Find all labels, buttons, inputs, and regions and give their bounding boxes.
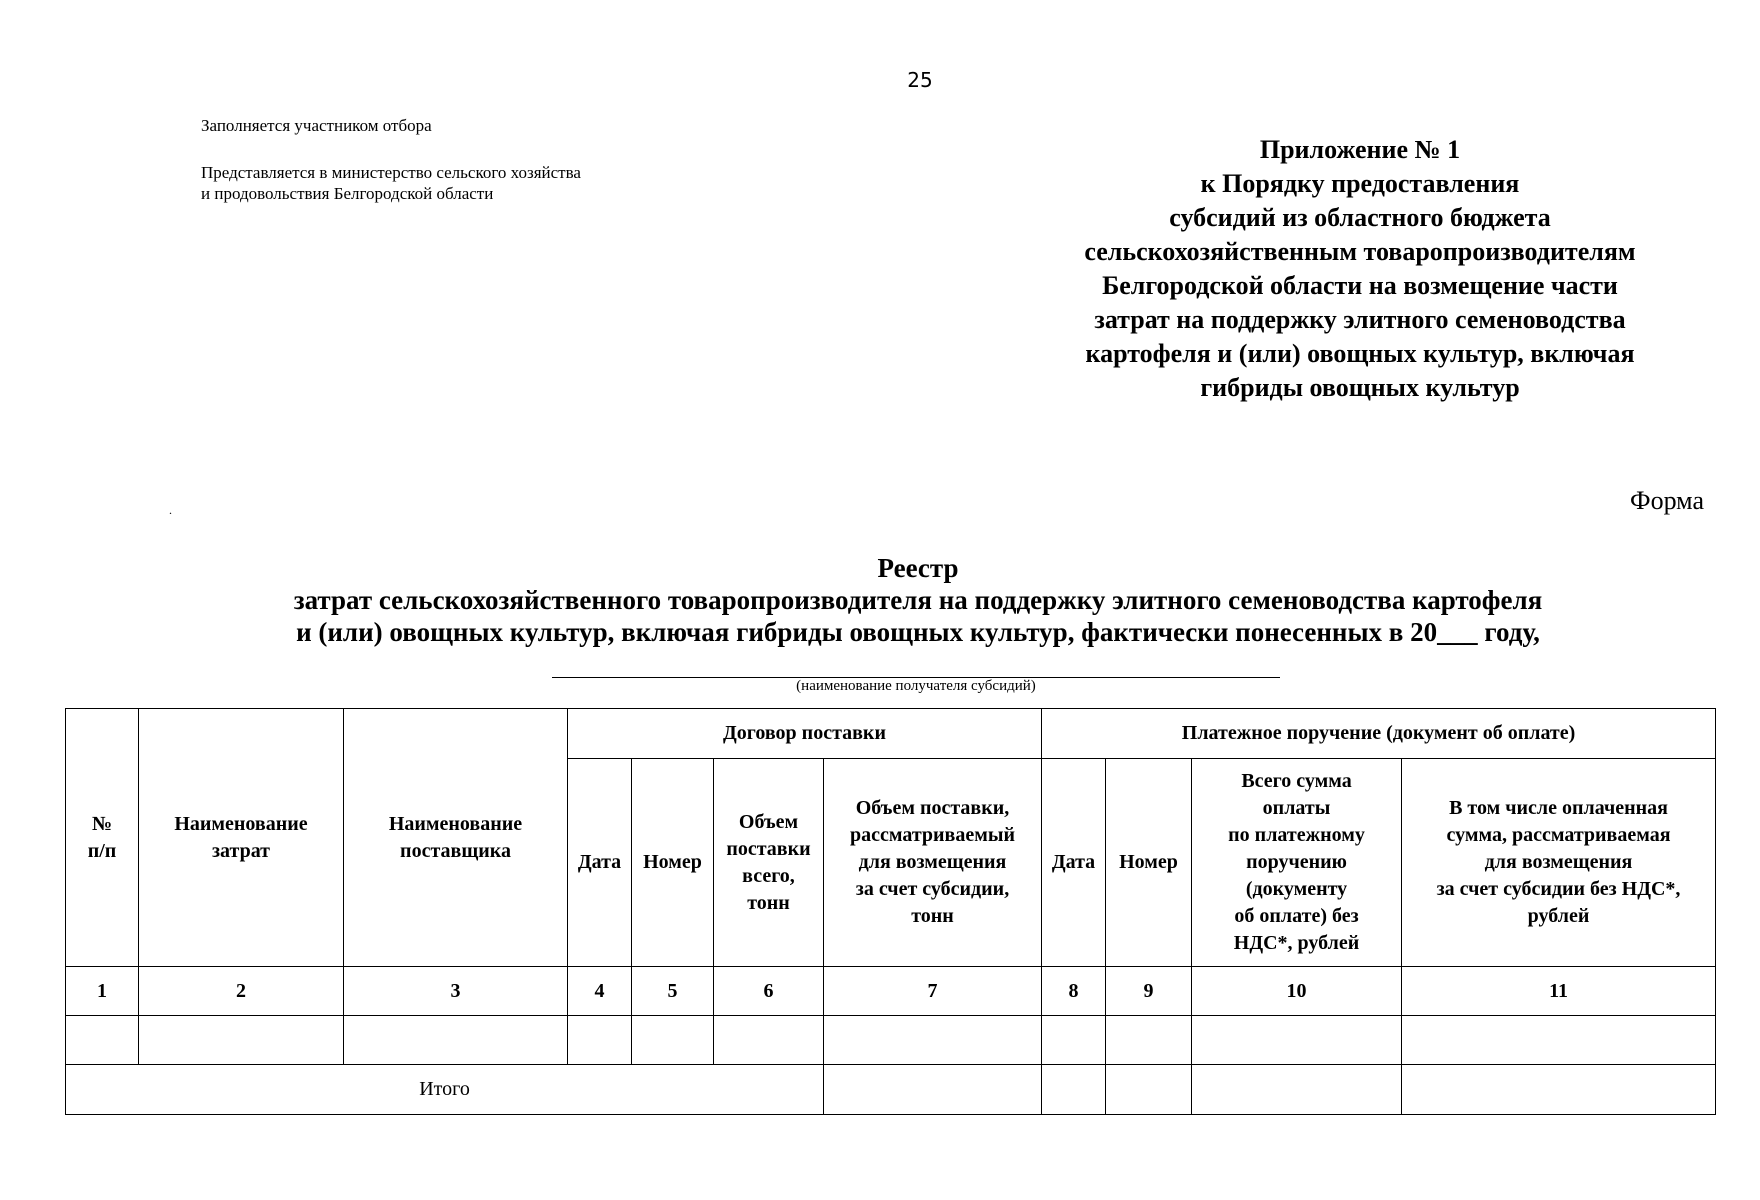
annex-line: Белгородской области на возмещение части <box>1102 271 1618 300</box>
table-cell[interactable] <box>824 1016 1042 1065</box>
column-number: 8 <box>1042 967 1106 1016</box>
annex-line: субсидий из областного бюджета <box>1169 203 1551 232</box>
header-volume-subsidy: Объем поставки, рассматриваемый для возмещения за счет субсидии, тонн <box>824 759 1042 967</box>
header-payment-total: Всего сумма оплаты по платежному поручению (документу об оплате) без НДС*, рублей <box>1192 759 1402 967</box>
total-cell[interactable] <box>824 1065 1042 1115</box>
header-supplier-name: Наименование поставщика <box>344 709 568 967</box>
table-cell[interactable] <box>66 1016 139 1065</box>
annex-line: к Порядку предоставления <box>1200 169 1520 198</box>
table-cell[interactable] <box>139 1016 344 1065</box>
submitted-to-note <box>201 162 581 204</box>
column-number: 1 <box>66 967 139 1016</box>
total-cell[interactable] <box>1106 1065 1192 1115</box>
header-num: № п/п <box>66 709 139 967</box>
register-table <box>65 708 1716 1115</box>
column-number: 11 <box>1402 967 1716 1016</box>
stray-mark: . <box>169 503 172 517</box>
title-line: затрат сельскохозяйственного товаропроизводителя на поддержку элитного семеноводства картофеля <box>293 585 1543 615</box>
header-payment-number: Номер <box>1106 759 1192 967</box>
total-cell[interactable] <box>1192 1065 1402 1115</box>
annex-line: гибриды овощных культур <box>1200 373 1520 402</box>
table-cell[interactable] <box>1042 1016 1106 1065</box>
column-number: 4 <box>568 967 632 1016</box>
header-cost-name: Наименование затрат <box>139 709 344 967</box>
total-row <box>66 1065 1716 1115</box>
table-cell[interactable] <box>1192 1016 1402 1065</box>
annex-line: картофеля и (или) овощных культур, включая <box>1085 339 1635 368</box>
table-cell[interactable] <box>1106 1016 1192 1065</box>
total-cell[interactable] <box>1402 1065 1716 1115</box>
column-number: 9 <box>1106 967 1192 1016</box>
header-contract-number: Номер <box>632 759 714 967</box>
column-number: 6 <box>714 967 824 1016</box>
table-cell[interactable] <box>714 1016 824 1065</box>
title-line: и (или) овощных культур, включая гибриды овощных культур, фактически понесенных в 20___ году, <box>296 617 1540 647</box>
column-number: 10 <box>1192 967 1402 1016</box>
header-payment-subsidy: В том числе оплаченная сумма, рассматриваемая для возмещения за счет субсидии без НДС*, рублей <box>1402 759 1716 967</box>
filled-by-note: Заполняется участником отбора <box>201 116 432 135</box>
table-row <box>66 1016 1716 1065</box>
total-label: Итого <box>66 1065 824 1115</box>
header-payment-date: Дата <box>1042 759 1106 967</box>
header-row-groups <box>66 709 1716 759</box>
header-payment-group: Платежное поручение (документ об оплате) <box>1042 709 1716 759</box>
title-line: Реестр <box>877 553 959 583</box>
table-cell[interactable] <box>568 1016 632 1065</box>
annex-line: затрат на поддержку элитного семеноводства <box>1094 305 1626 334</box>
column-number: 2 <box>139 967 344 1016</box>
header-volume-total: Объем поставки всего, тонн <box>714 759 824 967</box>
submitted-to-line: и продовольствия Белгородской области <box>201 184 494 203</box>
total-cell[interactable] <box>1042 1065 1106 1115</box>
header-contract-date: Дата <box>568 759 632 967</box>
annex-heading <box>1020 133 1700 405</box>
annex-line: Приложение № 1 <box>1259 135 1461 164</box>
recipient-caption: (наименование получателя субсидий) <box>796 678 1036 694</box>
form-label: Форма <box>1630 486 1704 515</box>
annex-line: сельскохозяйственным товаропроизводителям <box>1084 237 1636 266</box>
table-cell[interactable] <box>344 1016 568 1065</box>
column-number: 3 <box>344 967 568 1016</box>
column-number: 5 <box>632 967 714 1016</box>
table-cell[interactable] <box>1402 1016 1716 1065</box>
table-cell[interactable] <box>632 1016 714 1065</box>
page-number: 25 <box>907 68 933 92</box>
column-number: 7 <box>824 967 1042 1016</box>
header-contract-group: Договор поставки <box>568 709 1042 759</box>
submitted-to-line: Представляется в министерство сельского хозяйства <box>201 163 581 182</box>
column-number-row <box>66 967 1716 1016</box>
register-title <box>0 552 1760 648</box>
